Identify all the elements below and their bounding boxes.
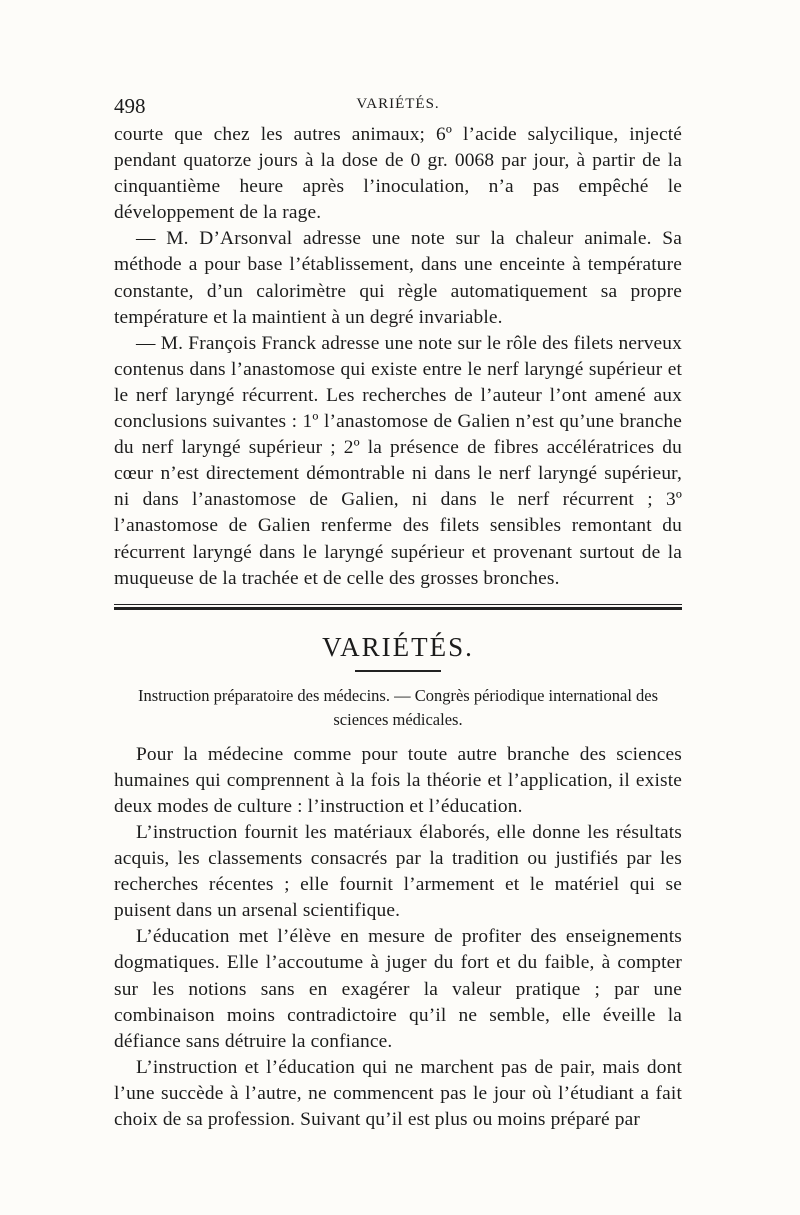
section-body bbox=[114, 742, 682, 1133]
section-title: VARIÉTÉS. bbox=[322, 631, 474, 662]
page-header bbox=[114, 92, 682, 122]
paragraph-instruction: L’instruction fournit les matériaux élaborés, elle donne les résultats acquis, les classements consacrés par la tradition ou justifiés par les recherches récentes ; elle fournit l’armement et le matériel qui se puisent dans un arsenal scientifique. bbox=[114, 821, 682, 922]
paragraph-arsonval: — M. D’Arsonval adresse une note sur la chaleur animale. Sa méthode a pour base l’établissement, dans une enceinte à température constante, d’un calorimètre qui règle automatiquement sa propre température et la maintient à un degré invariable. bbox=[114, 228, 682, 328]
divider-thin-line bbox=[114, 604, 682, 605]
document-page bbox=[114, 92, 682, 1133]
section-divider bbox=[114, 604, 682, 610]
page-number: 498 bbox=[114, 94, 146, 118]
paragraph-rage-conclusion: courte que chez les autres animaux; 6º l’acide salycilique, injecté pendant quatorze jours à la dose de 0 gr. 0068 par jour, à partir de la cinquantième heure après l’inoculation, n’a pas empêché le développement de la rage. bbox=[114, 124, 682, 224]
running-title: VARIÉTÉS. bbox=[356, 96, 440, 112]
paragraph-instruction-education: L’instruction et l’éducation qui ne marchent pas de pair, mais dont l’une succède à l’autre, ne commencent pas le jour où l’étudiant a fait choix de sa profession. Suivant qu’il est plus ou moins préparé par bbox=[114, 1056, 682, 1130]
divider-thick-line bbox=[114, 607, 682, 610]
paragraph-modes-culture: Pour la médecine comme pour toute autre branche des sciences humaines qui comprennent à la fois la théorie et l’application, il existe deux modes de culture : l’instruction et l’éducation. bbox=[114, 743, 682, 817]
paragraph-education: L’éducation met l’élève en mesure de profiter des enseignements dogmatiques. Elle l’accoutume à juger du fort et du faible, à compter sur les notions sans en exagérer la valeur pratique ; par une combinaison moins contradictoire qu’il ne semble, elle éveille la défiance sans détruire la confiance. bbox=[114, 926, 682, 1052]
paragraph-franck: — M. François Franck adresse une note sur le rôle des filets nerveux contenus dans l’anastomose qui existe entre le nerf laryngé supérieur et le nerf laryngé récurrent. Les recherches de l’auteur l’ont amené aux conclusions suivantes : 1º l’anastomose de Galien n’est qu’une branche du nerf laryngé supérieur ; 2º la présence de fibres accélératrices du cœur n’est directement démontrable ni dans le nerf laryngé supérieur, ni dans l’anastomose de Galien, ni dans le nerf récurrent ; 3º l’anastomose de Galien renferme des filets sensibles remontant du récurrent laryngé dans le laryngé supérieur et provenant surtout de la muqueuse de la trachée et de celle des grosses bronches. bbox=[114, 332, 682, 589]
title-underline bbox=[355, 670, 441, 672]
section-subtitle: Instruction préparatoire des médecins. — Congrès périodique international des sciences médicales. bbox=[137, 685, 659, 729]
